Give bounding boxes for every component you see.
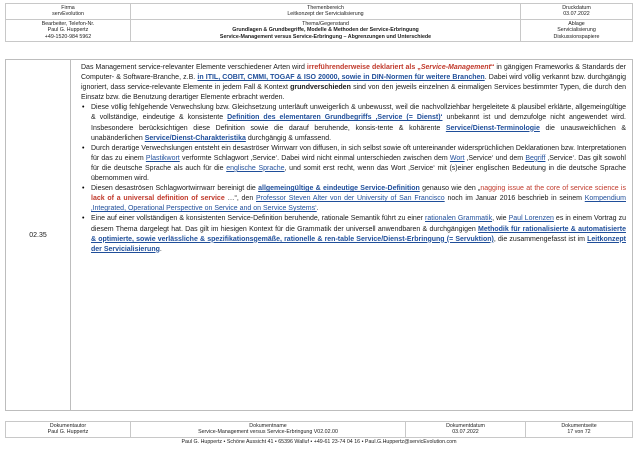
footer-table: [5, 421, 633, 438]
english-language-link[interactable]: englische Sprache: [226, 164, 285, 172]
footer-author-cell: [6, 422, 131, 438]
header-company-cell: [6, 4, 131, 20]
header-print-date-label: Druckdatum: [562, 5, 591, 11]
service-definition-link[interactable]: Definition des elementaren Grundbegriffs ‚Service (= Dienst)‘: [227, 114, 443, 122]
header-filing-cell: [521, 19, 633, 41]
footer-docdate-cell: [406, 422, 526, 438]
header-print-date-cell: [521, 4, 633, 20]
footer-docdate-label: Dokumentdatum: [446, 423, 485, 429]
lorenzen-link[interactable]: Paul Lorenzen: [508, 215, 554, 223]
header-subject-label: Thema/Gegenstand: [302, 20, 349, 27]
footer-author-value: Paul G. Huppertz: [47, 429, 89, 436]
header-topic-area-cell: [131, 4, 521, 20]
plastikwort-link[interactable]: Plastikwort: [145, 154, 180, 162]
footer-address: Paul G. Huppertz • Schöne Aussicht 41 • 65396 Walluf • +49-61 23-74 04 16 • Paul.G.Huppertz@servicEvolution.com: [181, 439, 457, 445]
footer-page-label: Dokumentseite: [561, 423, 597, 429]
header-company-label: Firma: [61, 5, 75, 11]
bullet-item-definition: • Diese völlig fehlgehende Verwechslung bzw. Gleichsetzung unterläuft unweigerlich & unbewusst, weil die nachvollziehbar hergeleitete & plausibel erklärte, allgemeingültige & vollständige, eindeutige & konsistente Definition des elementaren Grundbegriffs ‚Service (= Dienst)‘ unbekannt ist und demzufolge nicht angewendet wird. Insbesondere berücksichtigen diese Definition sowie die darauf beruhende, konsis-tente & kohärente Service/Dienst-Terminologie die unausweichlichen & unabänderlichen Service/Dienst-Charakteristika durchgängig & umfassend.: [81, 103, 626, 143]
alter-profile-link[interactable]: Professor Steven Alter von der University of San Francisco: [255, 195, 445, 203]
header-subject-cell: [131, 19, 521, 41]
bullet-item-grammar: • Eine auf einer vollständigen & konsistenten Service-Definition beruhende, rationale Semantik führt zu einer rationalen Grammatik, wie Paul Lorenzen es in einem Vortrag zu diesem Thema dargelegt hat. Das gilt im hiesigen Kontext für die Grammatik der universell anwendbaren & durchgängigen Methodik für rationalisierte & automatisierte & optimierte, sowie verlässliche & spezifikationsgemäße, rationelle & ren-table Service/Dienst-Erbringung (= Servuktion), die zusammengefasst ist im Leitkonzept der Servicialisierung.: [81, 214, 626, 254]
service-characteristics-link[interactable]: Service/Dienst-Charakteristika: [144, 134, 246, 142]
footer-page-cell: [526, 422, 633, 438]
universal-definition-link[interactable]: allgemeingültige & eindeutige Service-Definition: [258, 185, 420, 193]
section-number: 02.35: [6, 60, 71, 411]
footer-docname-value: Service-Management versus Service-Erbringung V02.02.00: [198, 429, 338, 436]
standards-link[interactable]: in ITIL, COBIT, CMMI, TOGAF & ISO 20000, sowie in DIN-Normen für weitere Branchen: [197, 74, 485, 82]
alter-compendium-link[interactable]: Kompendium ‚Integrated, Operational Perspective on Service and on Service Systems‘: [91, 195, 626, 213]
servuktion-method-link[interactable]: Methodik für rationalisierte & automatisierte & optimierte, sowie verlässliche & spezifikationsgemäße, rationelle & ren-table Service/Dienst-Erbringung (= Servuktion): [91, 225, 626, 243]
bullet-item-alter: • Diesen desaströsen Schlagwortwirrwarr bereinigt die allgemeingültige & eindeutige Service-Definition genauso wie den „nagging issue at the core of service science is lack of a universal definition of service …“, den Professor Steven Alter von der University of San Francisco noch im Januar 2016 beschrieb in seinem Kompendium ‚Integrated, Operational Perspective on Service and on Service Systems‘.: [81, 184, 626, 214]
section-body: [71, 60, 633, 411]
header-company-value: servEvolution: [52, 11, 84, 18]
footer-author-label: Dokumentautor: [49, 423, 87, 429]
footer-docdate-value: 03.07.2022: [452, 429, 479, 436]
bullet-item-confusion: • Durch derartige Verwechslungen entsteht ein desaströser Wirrwarr von diffusen, in sich selbst sowie oft untereinander widersprüchlichen Deklarationen bzw. Interpretationen für das zu einem Plastikwort verformte Schlagwort ‚Service‘. Dabei wird nicht einmal unterschieden zwischen dem Wort ‚Service‘ und dem Begriff ‚Service‘. Das gilt sowohl für die deutsche Sprache als auch für die englische Sprache, und somit erst recht, wenn das Wort ‚Service‘ mit (s)einer englischen Bedeutung in die deutsche Sprache übernommen wird.: [81, 144, 626, 184]
intro-paragraph: Das Management service-relevanter Elemente verschiedener Arten wird irreführenderweise deklariert als „Service-Management“ in gängigen Frameworks & Standards der Computer- & Software-Branche, z.B. in ITIL, COBIT, CMMI, TOGAF & ISO 20000, sowie in DIN-Normen für weitere Branchen. Dabei wird völlig verkannt bzw. durchgängig ignoriert, dass service-relevante Elemente in jedem Fall & Kontext grundverschieden sind von den jeweils einzelnen & einmaligen Services bestimmter Typen, die durch den Einsatz bzw. die Benutzung derartiger Elemente erbracht werden.: [81, 64, 627, 102]
header-editor-name: Paul G. Huppertz: [47, 27, 89, 34]
rational-grammar-link[interactable]: rationalen Grammatik: [425, 215, 493, 223]
header-table: [5, 3, 633, 42]
header-filing-value2: Diskussionspapiere: [553, 33, 600, 40]
servicialisierung-link[interactable]: Leitkonzept der Servicialisierung: [91, 235, 626, 253]
header-editor-label: Bearbeiter, Telefon-Nr.: [41, 20, 95, 27]
header-editor-phone: +49-1520-984 5962: [44, 33, 92, 40]
header-subject-line1: Grundlagen & Grundbegriffe, Modelle & Methoden der Service-Erbringung: [232, 27, 419, 34]
header-subject-line2: Service-Management versus Service-Erbringung – Abgrenzungen und Unterschiede: [219, 33, 432, 40]
wort-link[interactable]: Wort: [449, 154, 465, 162]
footer-page-value: 17 von 72: [567, 429, 591, 436]
header-filing-label: Ablage: [568, 20, 585, 27]
header-print-date-value: 03.07.2022: [563, 11, 590, 18]
header-editor-cell: [6, 19, 131, 41]
bullet-list: [81, 103, 626, 254]
header-topic-area-label: Themenbereich: [307, 5, 344, 11]
header-topic-area-value: Leitkonzept der Servicialisierung: [287, 11, 364, 18]
header-filing-value1: Servicialisierung: [557, 27, 596, 34]
begriff-link[interactable]: Begriff: [525, 154, 546, 162]
service-terminology-link[interactable]: Service/Dienst-Terminologie: [445, 124, 540, 132]
content-table: [5, 59, 633, 411]
footer-docname-label: Dokumentname: [249, 423, 287, 429]
footer-docname-cell: [131, 422, 406, 438]
